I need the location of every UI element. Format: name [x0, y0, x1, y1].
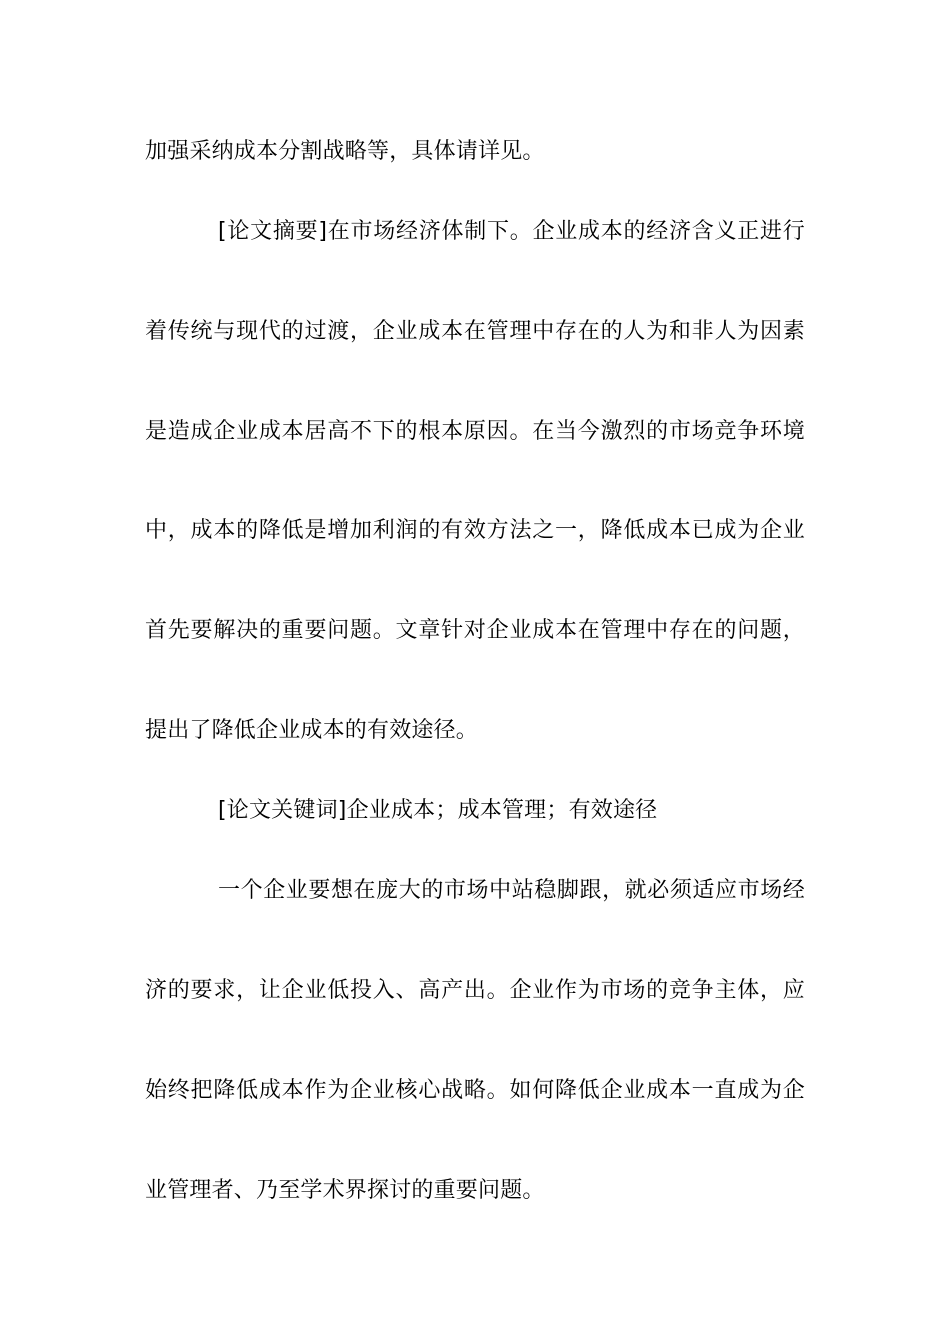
abstract-line-2: 着传统与现代的过渡，企业成本在管理中存在的人为和非人为因素	[145, 319, 805, 344]
body-line-2: 济的要求，让企业低投入、高产出。企业作为市场的竞争主体，应	[145, 978, 805, 1003]
abstract-line-3: 是造成企业成本居高不下的根本原因。在当今激烈的市场竞争环境	[145, 419, 805, 444]
body-line-4: 业管理者、乃至学术界探讨的重要问题。	[145, 1178, 545, 1203]
abstract-line-1: [论文摘要]在市场经济体制下。企业成本的经济含义正进行	[218, 219, 805, 244]
text-line-intro-ending: 加强采纳成本分割战略等，具体请详见。	[145, 139, 545, 164]
abstract-line-5: 首先要解决的重要问题。文章针对企业成本在管理中存在的问题，	[145, 618, 805, 643]
abstract-line-4: 中，成本的降低是增加利润的有效方法之一，降低成本已成为企业	[145, 518, 805, 543]
body-line-1: 一个企业要想在庞大的市场中站稳脚跟，就必须适应市场经	[218, 878, 805, 903]
abstract-line-6: 提出了降低企业成本的有效途径。	[145, 718, 479, 743]
keywords-line: [论文关键词]企业成本；成本管理；有效途径	[218, 798, 658, 823]
body-line-3: 始终把降低成本作为企业核心战略。如何降低企业成本一直成为企	[145, 1078, 805, 1103]
